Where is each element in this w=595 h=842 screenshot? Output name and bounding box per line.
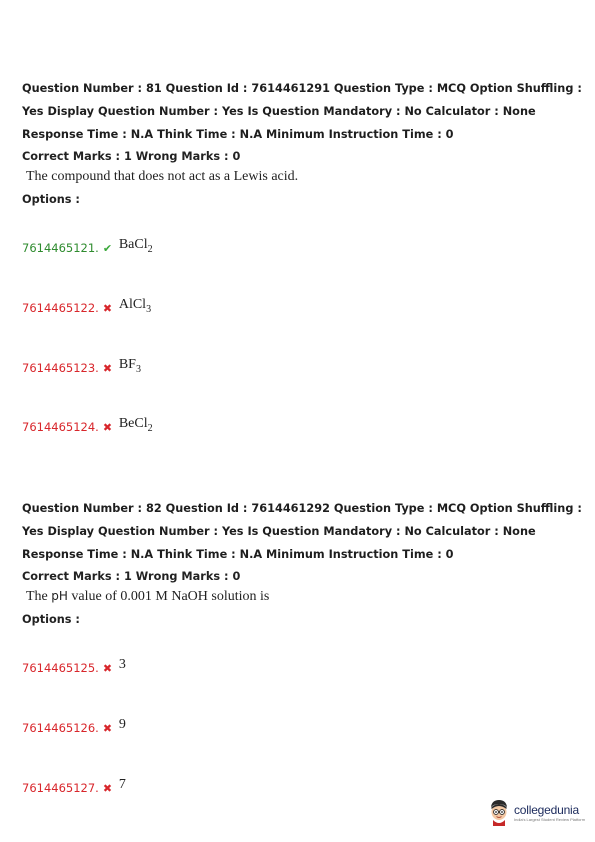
cross-icon: ✖ [102, 782, 113, 795]
option-text: 9 [118, 717, 126, 732]
collegedunia-logo [488, 798, 585, 826]
marks-info: Correct Marks : 1 Wrong Marks : 0 [22, 570, 241, 583]
cross-icon: ✖ [102, 662, 113, 675]
option-text: $BF_3$ [118, 357, 141, 375]
option-row[interactable] [22, 777, 126, 797]
question-stem: The compound that does not act as a Lewis acid. [26, 169, 299, 184]
question-81 [22, 77, 582, 206]
logo-tagline: India's Largest Student Review Platform [514, 816, 586, 822]
options-label: Options : [22, 193, 80, 206]
option-id: 7614465126. [22, 721, 99, 735]
question-stem: The pH value of 0.001 M NaOH solution is [26, 589, 270, 604]
option-row[interactable] [22, 357, 141, 379]
question-meta: Question Number : 81 Question Id : 7614461291 Question Type : MCQ Option Shuffling : Yes Display Question Number : Yes Is Question Mandatory : No Calculator : None Response Time : N.A Think Time : N.A Minimum Instruction Time : 0 [22, 82, 582, 141]
cross-icon: ✖ [102, 421, 113, 434]
cross-icon: ✖ [102, 362, 113, 375]
option-id: 7614465121. [22, 241, 99, 255]
check-icon: ✔ [102, 242, 113, 255]
option-row[interactable] [22, 416, 153, 438]
option-text: AlCl$_3$ [118, 297, 152, 315]
marks-info: Correct Marks : 1 Wrong Marks : 0 [22, 150, 241, 163]
cross-icon: ✖ [102, 722, 113, 735]
option-id: 7614465123. [22, 361, 99, 375]
mascot-icon [488, 798, 510, 826]
cross-icon: ✖ [102, 302, 113, 315]
option-text: 3 [118, 657, 126, 672]
option-id: 7614465127. [22, 781, 99, 795]
option-id: 7614465125. [22, 661, 99, 675]
option-row[interactable] [22, 657, 126, 677]
question-82 [22, 497, 582, 626]
question-meta: Question Number : 82 Question Id : 7614461292 Question Type : MCQ Option Shuffling : Yes Display Question Number : Yes Is Question Mandatory : No Calculator : None Response Time : N.A Think Time : N.A Minimum Instruction Time : 0 [22, 502, 582, 561]
option-text: BaCl$_2$ [118, 237, 153, 255]
options-label: Options : [22, 613, 80, 626]
option-row[interactable] [22, 237, 153, 259]
option-id: 7614465122. [22, 301, 99, 315]
logo-name: collegedunia [514, 802, 579, 817]
option-text: BeCl$_2$ [118, 416, 153, 434]
option-id: 7614465124. [22, 420, 99, 434]
option-row[interactable] [22, 297, 152, 319]
option-row[interactable] [22, 717, 126, 737]
option-text: 7 [118, 777, 126, 792]
